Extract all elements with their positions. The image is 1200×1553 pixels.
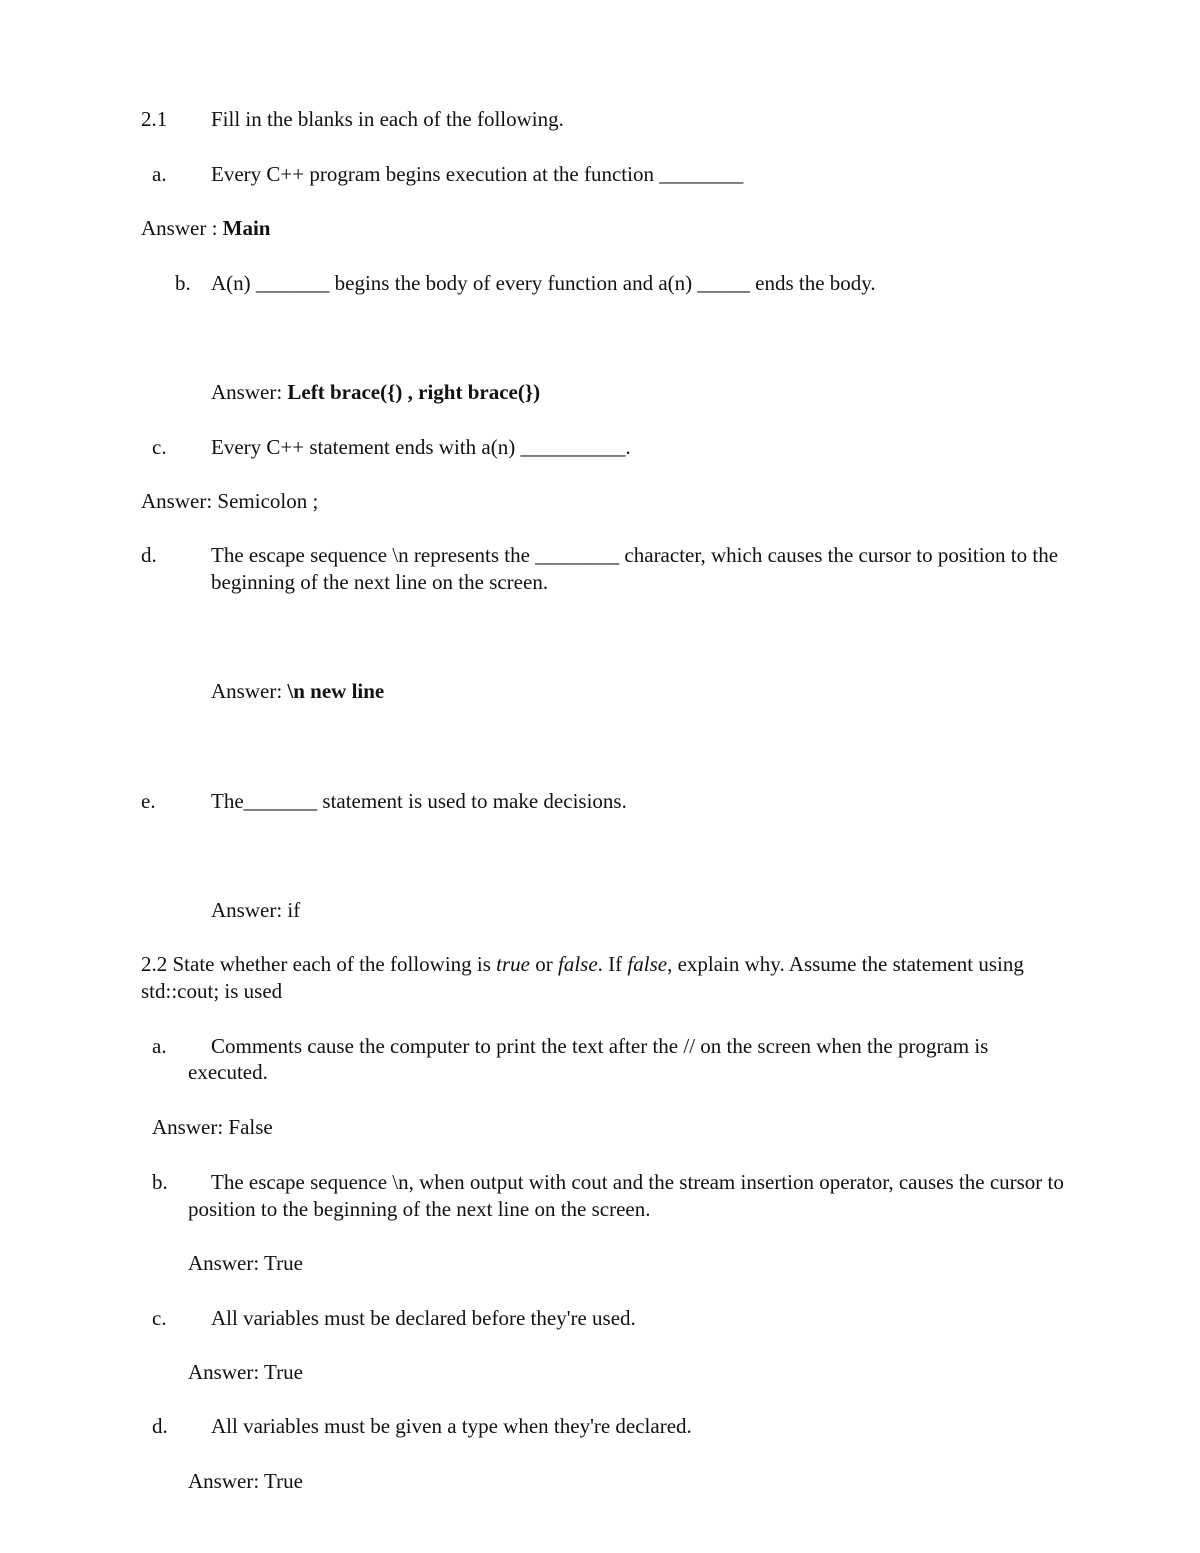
question-text-d-line2: beginning of the next line on the screen. [211,570,549,594]
question-letter-d: d. [141,543,157,567]
section-instruction: Fill in the blanks in each of the following. [211,107,564,131]
answer-label: Answer: [211,380,288,404]
answer-e: Answer: if [211,898,301,922]
answer-value: \n new line [287,679,385,703]
tf-text-c: All variables must be declared before they're used. [211,1306,636,1330]
answer-label: Answer : [141,216,223,240]
tf-text-a-line2: executed. [188,1060,268,1084]
tf-letter-a: a. [152,1034,167,1058]
question-letter-c: c. [152,435,167,459]
question-text-a: Every C++ program begins execution at the function ________ [211,162,744,186]
answer-b [211,379,540,406]
intro-if: . If [597,952,628,976]
tf-text-b-line2: position to the beginning of the next line on the screen. [188,1197,651,1221]
answer-value: Main [222,216,271,240]
intro-false-2: false [627,952,668,976]
section-2-intro-line2: std::cout; is used [141,979,283,1003]
question-letter-b: b. [175,271,191,295]
question-text-c: Every C++ statement ends with a(n) __________. [211,435,631,459]
question-letter-e: e. [141,789,156,813]
answer-value: Left brace({) , right brace(}) [287,380,541,404]
answer-label: Answer: [211,679,288,703]
answer-a [141,215,271,242]
question-text-e: The_______ statement is used to make decisions. [211,789,627,813]
question-text-b: A(n) _______ begins the body of every function and a(n) _____ ends the body. [211,271,876,295]
tf-answer-a: Answer: False [152,1115,273,1139]
tf-letter-b: b. [152,1170,168,1194]
intro-text: 2.2 State whether each of the following is [141,952,497,976]
intro-false: false [557,952,598,976]
section-2-intro-line1 [141,951,1024,978]
answer-d [211,678,384,705]
tf-answer-b: Answer: True [188,1251,303,1275]
intro-or: or [529,952,558,976]
question-letter-a: a. [152,162,167,186]
intro-text-2: , explain why. Assume the statement using [667,952,1024,976]
question-text-d-line1: The escape sequence \n represents the ________ character, which causes the cursor to position to the [211,543,1059,567]
tf-text-d: All variables must be given a type when they're declared. [211,1414,692,1438]
tf-answer-c: Answer: True [188,1360,303,1384]
tf-text-b-line1: The escape sequence \n, when output with cout and the stream insertion operator, causes the cursor to [211,1170,1064,1194]
tf-answer-d: Answer: True [188,1469,303,1493]
tf-letter-d: d. [152,1414,168,1438]
tf-letter-c: c. [152,1306,167,1330]
answer-c: Answer: Semicolon ; [141,489,319,513]
section-number: 2.1 [141,107,168,131]
tf-text-a-line1: Comments cause the computer to print the text after the // on the screen when the program is [211,1034,989,1058]
intro-true: true [496,952,530,976]
